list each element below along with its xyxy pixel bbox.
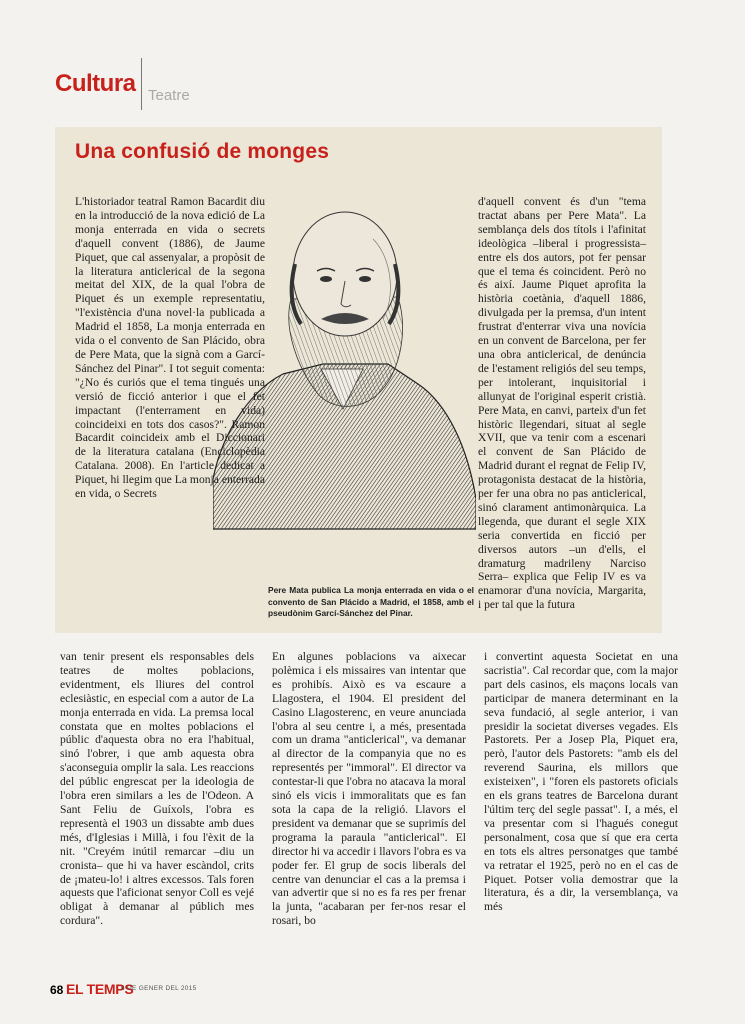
article-headline: Una confusió de monges	[75, 140, 330, 163]
column-2	[478, 195, 646, 612]
page-number: 68	[50, 983, 64, 997]
column-4	[272, 650, 466, 928]
magazine-brand: EL TEMPS	[66, 981, 134, 997]
issue-date: 6 DE GENER DEL 2015	[121, 985, 197, 992]
subsection-title: Teatre	[148, 87, 190, 104]
portrait-caption: Pere Mata publica La monja enterrada en vida o el convento de San Plácido a Madrid, el 1858, amb el pseudònim Garcí-Sánchez del Pinar.	[268, 585, 474, 618]
column-1	[75, 195, 265, 501]
paragraph: van tenir present els responsables dels teatres de moltes poblacions, evidentment, els lliures del control eclesiàstic, en especial com a autor de La monja enterrada en vida. La premsa local constata que en moltes poblacions el públic d'aquesta obra no era l'habitual, sinó l'obrer, i que amb aquesta obra s'aconseguia omplir la sala. Les reaccions del públic engrescat per la ideologia de l'obra eren similars a les de l'Odeon. A Sant Feliu de Guíxols, l'obra es representà el 1903 un dissabte amb dues més, d'Iglesias i Millà, i fou l'èxit de la nit. "Creyém inútil remarcar –diu un cronista– que hi va haver escàndol, crits de ¡mateu-lo! i altres excessos. Tals foren aquests que l'aficionat senyor Coll es vejé obligat à demanar al públich mes cordura".	[60, 650, 254, 928]
paragraph: En algunes poblacions va aixecar polèmica i els missaires van intentar que es prohibís. Això es va escaure a Llagostera, el 1904. El president del Casino Llagosterenc, en veure anunciada l'obra al seu centre i, a més, presentada com un drama "anticlerical", va demanar al director de la companyia que no es representés per "immoral". El director va contestar-li que l'obra no atacava la moral sinó els vicis i immoralitats que es fan sota la capa de la religió. Llavors el president va demanar que se suprimís del programa la paraula "anticlerical". El director hi va accedir i llavors l'obra es va poder fer. El grup de socis liberals del centre van denunciar el cas a la premsa i van advertir que si no es fa res per frenar la junta, "acabaran per fer-nos resar el rosari, bo	[272, 650, 466, 928]
column-5	[484, 650, 678, 914]
column-3	[60, 650, 254, 928]
paragraph: i convertint aquesta Societat en una sacristia". Cal recordar que, com la major part dels casinos, els maçons locals van participar de manera determinant en la seva fundació, al segle anterior, i van presidir la societat diverses vegades. Els Pastorets. Per a Josep Pla, Piquet era, però, l'autor dels Pastorets: "amb els del reverend Saurina, els millors que existeixen", i "foren els pastorets oficials en els grans teatres de Barcelona durant l'últim terç del segle passat". I, a més, el va presentar com si l'hagués conegut personalment, cosa que sí que era certa en tots els altres personatges que també va retratar el 1925, però no en el cas de Piquet. Potser volia demostrar que la literatura, és a dir, la versemblança, va més	[484, 650, 678, 914]
paragraph: d'aquell convent és d'un "tema tractat abans per Pere Mata". La semblança dels dos títols i l'afinitat ideològica –liberal i progressista– entre els dos autors, pot fer pensar que el tema és coincident. Però no és així. Jaume Piquet aprofita la història coetània, d'aquell 1886, divulgada per la premsa, d'un intent frustrat d'enterrar viva una novícia en un convent de Barcelona, per fer una obra anticlerical, de denúncia de l'estament religiós del seu temps, per intolerant, inquisitorial i allunyat de l'original esperit cristià. Pere Mata, en canvi, parteix d'un fet històric llegendari, situat al segle XVII, que va tenir com a escenari el convent de San Plácido de Madrid durant el regnat de Felip IV, protagonista destacat de la història, per fer una obra no pas anticlerical, sinó clarament antimonàrquica. La llegenda, que durant el segle XIX seria convertida en ficció per diversos autors –un d'ells, el dramaturg madrileny Narciso Serra– explica que Felip IV es va enamorar d'una novícia, Margarita, i per tal que la futura	[478, 195, 646, 612]
section-title: Cultura	[55, 70, 136, 97]
paragraph: L'historiador teatral Ramon Bacardit diu en la introducció de la nova edició de La monja enterrada en vida o secrets d'aquell convent (1886), de Jaume Piquet, que cal assenyalar, a propòsit de la literatura anticlerical de la segona meitat del XIX, de la qual l'obra de Piquet és un exemple representatiu, "l'existència d'una novel·la publicada a Madrid el 1858, La monja enterrada en vida o el convento de San Plácido, obra de Pere Mata, que la signà com a Garcí-Sánchez del Pinar". I tot seguit comenta: "¿No és curiós que el tema tingués una versió de ficció anterior i que el fet impactant (l'enterrament en vida) coincideixi en tots dos casos?". Ramon Bacardit coincideix amb el Diccionari de la literatura catalana (Enciclopèdia Catalana. 2008). En l'article dedicat a Piquet, hi llegim que La monja enterrada en vida, o Secrets	[75, 195, 265, 501]
section-divider	[141, 58, 142, 110]
